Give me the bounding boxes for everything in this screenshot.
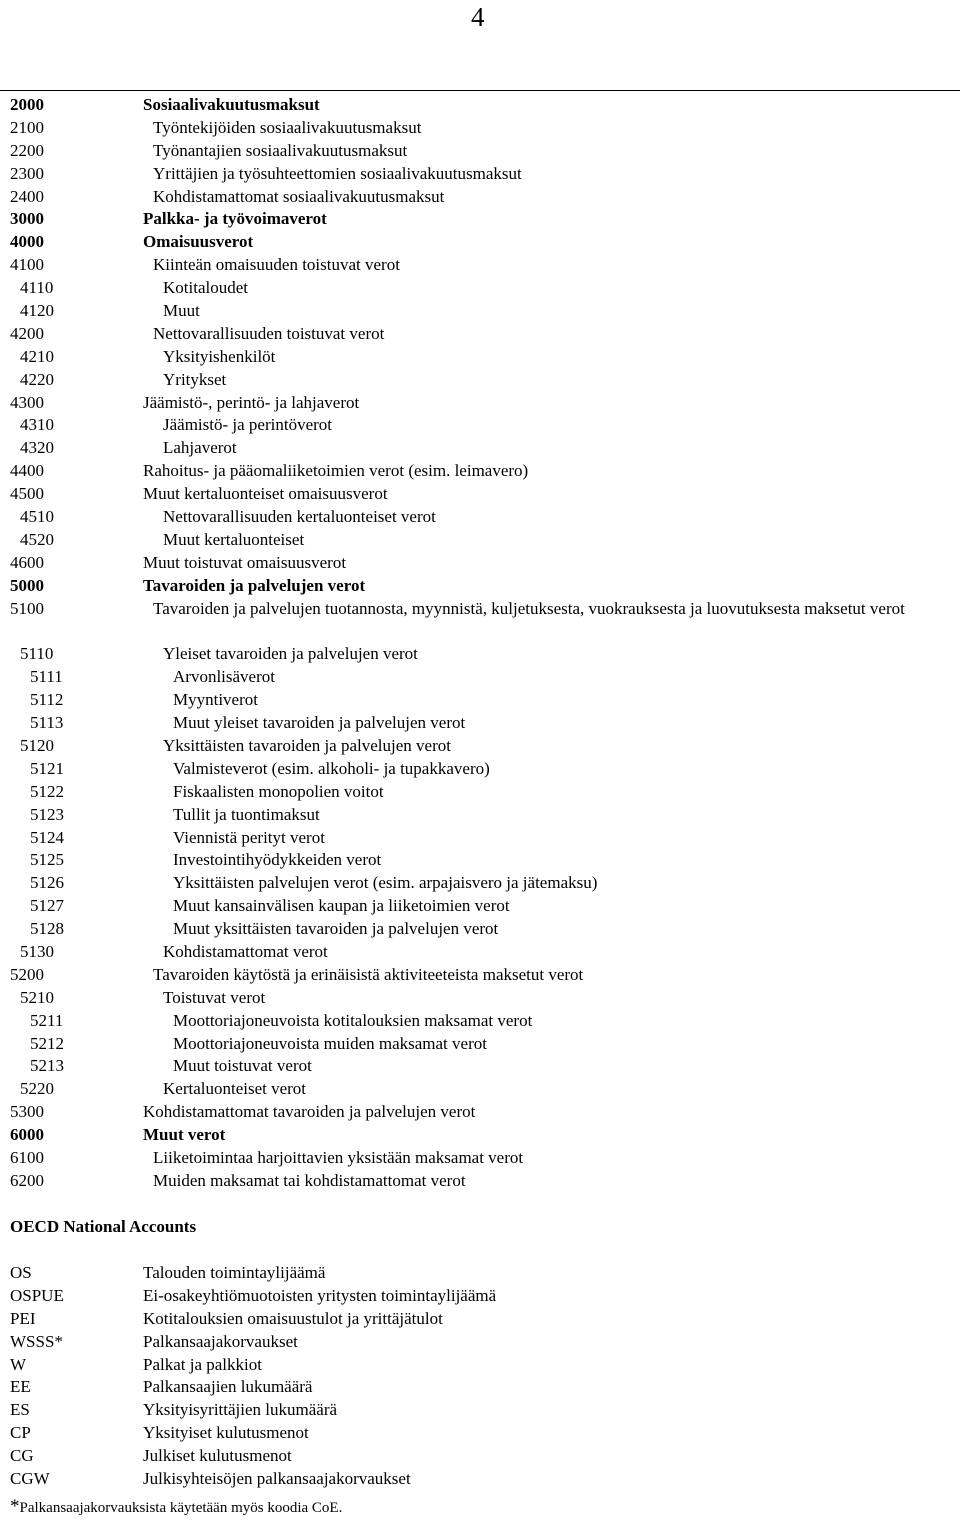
tax-label: Rahoitus- ja pääomaliiketoimien verot (esim. leimavero) bbox=[143, 461, 529, 481]
tax-label: Yksittäisten palvelujen verot (esim. arpajaisvero ja jätemaksu) bbox=[173, 873, 598, 893]
tax-label: Työntekijöiden sosiaalivakuutusmaksut bbox=[153, 117, 422, 137]
tax-code: 6000 bbox=[10, 1125, 44, 1145]
table-row bbox=[0, 643, 960, 666]
table-row bbox=[0, 1101, 960, 1124]
table-row bbox=[0, 1033, 960, 1056]
tax-code: 5124 bbox=[30, 827, 64, 847]
table-row bbox=[0, 781, 960, 804]
table-row bbox=[0, 552, 960, 575]
tax-label: Kertaluonteiset verot bbox=[163, 1079, 307, 1099]
table-row bbox=[0, 1078, 960, 1101]
tax-label: Toistuvat verot bbox=[163, 987, 266, 1007]
abbreviation-code: CGW bbox=[10, 1469, 50, 1489]
footnote-text: Palkansaajakorvauksista käytetään myös koodia CoE. bbox=[19, 1500, 343, 1516]
table-row bbox=[0, 598, 960, 644]
tax-label: Nettovarallisuuden kertaluonteiset verot bbox=[163, 507, 436, 527]
table-row bbox=[0, 1124, 960, 1147]
tax-label: Kohdistamattomat sosiaalivakuutusmaksut bbox=[153, 186, 445, 206]
tax-label: Nettovarallisuuden toistuvat verot bbox=[153, 323, 385, 343]
table-row bbox=[0, 140, 960, 163]
tax-code: 4320 bbox=[20, 438, 54, 458]
table-row bbox=[0, 987, 960, 1010]
table-row bbox=[0, 804, 960, 827]
tax-code: 5122 bbox=[30, 781, 64, 801]
tax-label: Kohdistamattomat verot bbox=[163, 941, 328, 961]
tax-code: 2300 bbox=[10, 163, 44, 183]
abbreviation-code: OSPUE bbox=[10, 1285, 64, 1305]
tax-label: Tavaroiden käytöstä ja erinäisistä aktiviteeteista maksetut verot bbox=[153, 964, 584, 984]
tax-code: 6100 bbox=[10, 1147, 44, 1167]
footnote bbox=[10, 1497, 342, 1518]
tax-label: Fiskaalisten monopolien voitot bbox=[173, 781, 384, 801]
tax-label: Myyntiverot bbox=[173, 690, 258, 710]
tax-label: Jäämistö-, perintö- ja lahjaverot bbox=[143, 392, 360, 412]
table-row bbox=[0, 369, 960, 392]
table-row bbox=[0, 918, 960, 941]
table-row bbox=[0, 346, 960, 369]
list-item bbox=[0, 1262, 960, 1285]
table-row bbox=[0, 666, 960, 689]
tax-code: 4600 bbox=[10, 552, 44, 572]
tax-label: Muut toistuvat verot bbox=[173, 1056, 312, 1076]
tax-code: 5112 bbox=[30, 690, 64, 710]
tax-label: Lahjaverot bbox=[163, 438, 237, 458]
tax-code: 4310 bbox=[20, 415, 54, 435]
table-row bbox=[0, 941, 960, 964]
tax-code: 4210 bbox=[20, 346, 54, 366]
tax-label: Yritykset bbox=[163, 369, 227, 389]
abbreviation-label: Julkisyhteisöjen palkansaajakorvaukset bbox=[143, 1469, 411, 1489]
tax-code: 5200 bbox=[10, 964, 44, 984]
abbreviation-code: EE bbox=[10, 1377, 31, 1397]
abbreviation-label: Yksityiset kulutusmenot bbox=[143, 1423, 309, 1443]
table-row bbox=[0, 483, 960, 506]
tax-code: 4120 bbox=[20, 301, 54, 321]
abbreviation-label: Palkansaajakorvaukset bbox=[143, 1331, 298, 1351]
tax-label: Muut toistuvat omaisuusverot bbox=[143, 552, 347, 572]
list-item bbox=[0, 1399, 960, 1422]
abbreviation-code: CG bbox=[10, 1446, 34, 1466]
abbreviation-label: Palkansaajien lukumäärä bbox=[143, 1377, 313, 1397]
table-row bbox=[0, 186, 960, 209]
table-row bbox=[0, 392, 960, 415]
tax-code: 5110 bbox=[20, 644, 54, 664]
tax-code: 4000 bbox=[10, 232, 44, 252]
tax-label: Muut yksittäisten tavaroiden ja palvelujen verot bbox=[173, 919, 499, 939]
tax-label: Moottoriajoneuvoista kotitalouksien maksamat verot bbox=[173, 1010, 533, 1030]
tax-code: 5220 bbox=[20, 1079, 54, 1099]
table-row bbox=[0, 414, 960, 437]
tax-label: Muut kertaluonteiset omaisuusverot bbox=[143, 484, 388, 504]
oecd-heading: OECD National Accounts bbox=[10, 1217, 197, 1236]
table-row bbox=[0, 208, 960, 231]
abbreviation-label: Palkat ja palkkiot bbox=[143, 1354, 262, 1374]
tax-label: Muut verot bbox=[143, 1125, 226, 1145]
list-item bbox=[0, 1308, 960, 1331]
table-row bbox=[0, 964, 960, 987]
table-row bbox=[0, 254, 960, 277]
tax-label: Liiketoimintaa harjoittavien yksistään maksamat verot bbox=[153, 1147, 524, 1167]
tax-code: 4400 bbox=[10, 461, 44, 481]
table-row bbox=[0, 117, 960, 140]
list-item bbox=[0, 1354, 960, 1377]
tax-code: 2000 bbox=[10, 95, 44, 114]
tax-code: 5120 bbox=[20, 735, 54, 755]
tax-code: 2200 bbox=[10, 140, 44, 160]
list-item bbox=[0, 1331, 960, 1354]
tax-label: Muut yleiset tavaroiden ja palvelujen verot bbox=[173, 713, 466, 733]
abbreviation-label: Talouden toimintaylijäämä bbox=[143, 1263, 326, 1282]
tax-label: Yrittäjien ja työsuhteettomien sosiaalivakuutusmaksut bbox=[153, 163, 522, 183]
tax-code: 5212 bbox=[30, 1033, 64, 1053]
tax-code: 5125 bbox=[30, 850, 64, 870]
tax-code: 5113 bbox=[30, 713, 64, 733]
table-row bbox=[0, 460, 960, 483]
tax-label: Työnantajien sosiaalivakuutusmaksut bbox=[153, 140, 408, 160]
tax-label: Muut kertaluonteiset bbox=[163, 529, 305, 549]
page-number: 4 bbox=[471, 2, 485, 32]
tax-code: 4110 bbox=[20, 278, 54, 298]
tax-code: 5100 bbox=[10, 598, 44, 618]
tax-label: Viennistä perityt verot bbox=[173, 827, 325, 847]
abbreviation-code: CP bbox=[10, 1423, 31, 1443]
tax-code: 5213 bbox=[30, 1056, 64, 1076]
tax-label: Jäämistö- ja perintöverot bbox=[163, 415, 333, 435]
tax-code: 5127 bbox=[30, 896, 64, 916]
list-item bbox=[0, 1422, 960, 1445]
tax-label: Tavaroiden ja palvelujen tuotannosta, myynnistä, kuljetuksesta, vuokrauksesta ja luovutuksesta maksetut verot bbox=[153, 598, 905, 618]
table-row bbox=[0, 277, 960, 300]
tax-code: 5210 bbox=[20, 987, 54, 1007]
tax-code: 5130 bbox=[20, 941, 54, 961]
table-row bbox=[0, 300, 960, 323]
tax-label: Muiden maksamat tai kohdistamattomat verot bbox=[153, 1170, 466, 1190]
tax-label: Tullit ja tuontimaksut bbox=[173, 804, 320, 824]
table-row bbox=[0, 1055, 960, 1078]
tax-code: 4500 bbox=[10, 484, 44, 504]
tax-code: 2400 bbox=[10, 186, 44, 206]
abbreviation-code: PEI bbox=[10, 1308, 36, 1328]
tax-label: Omaisuusverot bbox=[143, 232, 254, 252]
table-row bbox=[0, 735, 960, 758]
tax-label: Tavaroiden ja palvelujen verot bbox=[143, 575, 366, 595]
table-row bbox=[0, 872, 960, 895]
tax-code: 4220 bbox=[20, 369, 54, 389]
tax-code: 5300 bbox=[10, 1102, 44, 1122]
table-row bbox=[0, 575, 960, 598]
list-item bbox=[0, 1376, 960, 1399]
top-rule bbox=[0, 90, 960, 91]
table-row bbox=[0, 758, 960, 781]
tax-code: 6200 bbox=[10, 1170, 44, 1190]
table-row bbox=[0, 529, 960, 552]
tax-code: 2100 bbox=[10, 117, 44, 137]
tax-label: Kiinteän omaisuuden toistuvat verot bbox=[153, 255, 400, 275]
table-row bbox=[0, 323, 960, 346]
tax-label: Muut bbox=[163, 301, 200, 321]
table-row bbox=[0, 827, 960, 850]
tax-code: 4200 bbox=[10, 323, 44, 343]
tax-code: 5121 bbox=[30, 758, 64, 778]
tax-label: Muut kansainvälisen kaupan ja liiketoimien verot bbox=[173, 896, 510, 916]
tax-code: 3000 bbox=[10, 209, 44, 229]
tax-code: 4100 bbox=[10, 255, 44, 275]
table-row bbox=[0, 163, 960, 186]
abbreviation-code: ES bbox=[10, 1400, 30, 1420]
tax-code: 4520 bbox=[20, 529, 54, 549]
tax-code: 5128 bbox=[30, 919, 64, 939]
tax-label: Moottoriajoneuvoista muiden maksamat verot bbox=[173, 1033, 487, 1053]
tax-label: Palkka- ja työvoimaverot bbox=[143, 209, 327, 229]
table-row bbox=[0, 506, 960, 529]
tax-label: Kohdistamattomat tavaroiden ja palvelujen verot bbox=[143, 1102, 476, 1122]
abbreviation-label: Yksityisyrittäjien lukumäärä bbox=[143, 1400, 338, 1420]
abbreviation-code: W bbox=[10, 1354, 27, 1374]
table-row bbox=[0, 1170, 960, 1193]
table-row bbox=[0, 1010, 960, 1033]
list-item bbox=[0, 1468, 960, 1491]
tax-code-table bbox=[0, 94, 960, 1193]
tax-code: 5123 bbox=[30, 804, 64, 824]
abbreviation-label: Julkiset kulutusmenot bbox=[143, 1446, 292, 1466]
tax-label: Yksityishenkilöt bbox=[163, 346, 276, 366]
table-row bbox=[0, 231, 960, 254]
tax-label: Arvonlisäverot bbox=[173, 667, 275, 687]
abbreviation-table bbox=[0, 1262, 960, 1491]
list-item bbox=[0, 1445, 960, 1468]
list-item bbox=[0, 1285, 960, 1308]
table-row bbox=[0, 849, 960, 872]
tax-label: Sosiaalivakuutusmaksut bbox=[143, 95, 320, 114]
tax-code: 4510 bbox=[20, 507, 54, 527]
tax-label: Yleiset tavaroiden ja palvelujen verot bbox=[163, 644, 418, 664]
tax-code: 5111 bbox=[30, 667, 63, 687]
tax-label: Investointihyödykkeiden verot bbox=[173, 850, 382, 870]
abbreviation-code: WSSS* bbox=[10, 1331, 63, 1351]
tax-code: 4300 bbox=[10, 392, 44, 412]
abbreviation-code: OS bbox=[10, 1263, 32, 1282]
tax-code: 5000 bbox=[10, 575, 44, 595]
abbreviation-label: Kotitalouksien omaisuustulot ja yrittäjätulot bbox=[143, 1308, 443, 1328]
tax-code: 5126 bbox=[30, 873, 64, 893]
tax-label: Valmisteverot (esim. alkoholi- ja tupakkavero) bbox=[173, 758, 490, 778]
table-row bbox=[0, 94, 960, 117]
tax-label: Kotitaloudet bbox=[163, 278, 248, 298]
abbreviation-label: Ei-osakeyhtiömuotoisten yritysten toimintaylijäämä bbox=[143, 1285, 497, 1305]
table-row bbox=[0, 1147, 960, 1170]
footnote-marker: * bbox=[10, 1496, 20, 1517]
tax-code: 5211 bbox=[30, 1010, 64, 1030]
table-row bbox=[0, 895, 960, 918]
tax-label: Yksittäisten tavaroiden ja palvelujen verot bbox=[163, 735, 451, 755]
table-row bbox=[0, 712, 960, 735]
table-row bbox=[0, 689, 960, 712]
table-row bbox=[0, 437, 960, 460]
